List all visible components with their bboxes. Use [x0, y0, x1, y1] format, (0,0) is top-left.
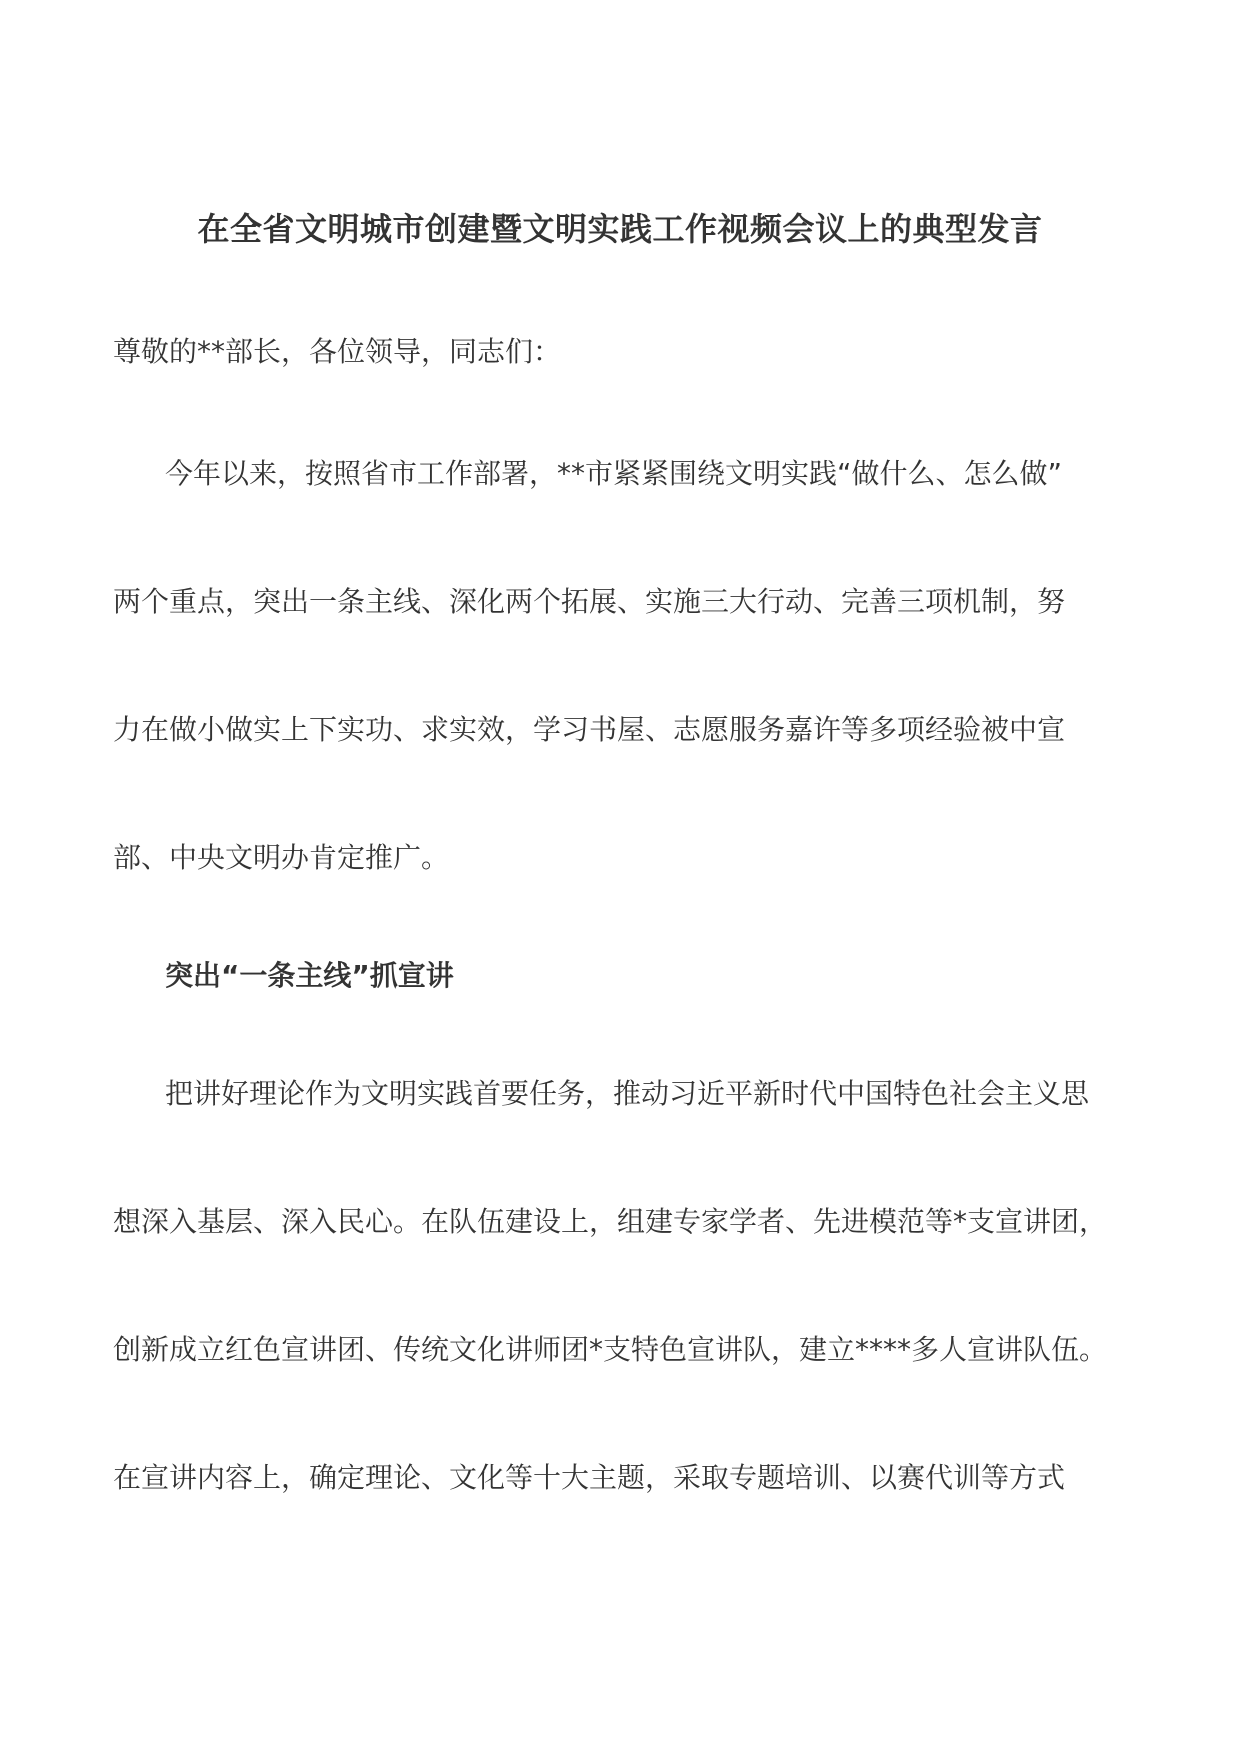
paragraph-1-line-3: 力在做小做实上下实功、求实效，学习书屋、志愿服务嘉许等多项经验被中宣: [113, 713, 1066, 746]
paragraph-1-line-2: 两个重点，突出一条主线、深化两个拓展、实施三大行动、完善三项机制，努: [113, 585, 1066, 618]
paragraph-2-line-1: 把讲好理论作为文明实践首要任务，推动习近平新时代中国特色社会主义思: [165, 1077, 1090, 1110]
paragraph-2-line-3: 创新成立红色宣讲团、传统文化讲师团*支特色宣讲队，建立****多人宣讲队伍。: [113, 1333, 1108, 1366]
paragraph-1-line-4: 部、中央文明办肯定推广。: [113, 841, 450, 874]
paragraph-2-line-2: 想深入基层、深入民心。在队伍建设上，组建专家学者、先进模范等*支宣讲团，: [113, 1205, 1108, 1238]
document-title: 在全省文明城市创建暨文明实践工作视频会议上的典型发言: [197, 210, 1043, 248]
section-heading-1: 突出“一条主线”抓宣讲: [165, 959, 454, 992]
paragraph-1-line-1: 今年以来，按照省市工作部署，**市紧紧围绕文明实践“做什么、怎么做”: [165, 457, 1063, 490]
salutation: 尊敬的**部长，各位领导，同志们：: [113, 335, 562, 368]
paragraph-2-line-4: 在宣讲内容上，确定理论、文化等十大主题，采取专题培训、以赛代训等方式: [113, 1461, 1066, 1494]
